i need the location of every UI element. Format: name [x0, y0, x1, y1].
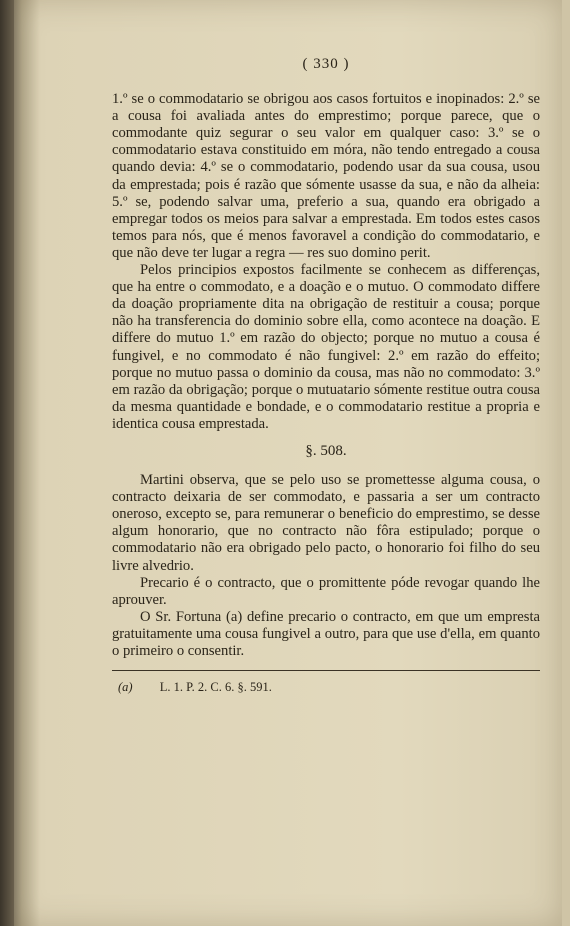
paragraph-1: 1.º se o commodatario se obrigou aos casos fortuitos e inopinados: 2.º se a cousa foi avaliada antes do emprestimo; porque parece, que o commodante quiz segurar o seu valor em qualquer caso: 3.º se o commodatario estava constituido em móra, não tendo entregado a cousa quando devia: 4.º se o commodatario, podendo usar da sua cousa, usou da emprestada; pois é razão que sómente usasse da sua, e não da alheia: 5.º se, podendo salvar uma, preferio a sua, quando era obrigado a empregar todos os meios para salvar a emprestada. Em todos estes casos temos para nós, que é menos favoravel a condição do commodatario, e que não deve ter lugar a regra — res suo domino perit.	[112, 91, 540, 261]
footnote	[112, 679, 540, 696]
section-heading: §. 508.	[305, 442, 347, 459]
book-page	[14, 0, 562, 926]
footnote-text: L. 1. P. 2. C. 6. §. 591.	[159, 680, 272, 695]
paragraph-3: Martini observa, que se pelo uso se promettesse alguma cousa, o contracto deixaria de ser commodato, e passaria a ser um contracto oneroso, excepto se, para remunerar o beneficio do emprestimo, se desse algum honorario, que no contracto não fôra estipulado; porque o commodatario não era obrigado pelo pacto, o honorario foi filho do seu livre alvedrio.	[112, 472, 540, 574]
text-block	[112, 56, 540, 696]
footnote-divider	[112, 670, 540, 671]
paragraph-2: Pelos principios expostos facilmente se conhecem as differenças, que ha entre o commodato, e a doação e o mutuo. O commodato differe da doação propriamente dita na obrigação de restituir a cousa; porque não ha transferencia do dominio sobre ella, como acontece na doação. E differe do mutuo 1.º em razão do objecto; porque no mutuo a cousa é fungivel, e no commodato é não fungivel: 2.º em razão do effeito; porque no mutuo passa o dominio da cousa, mas não no commodato: 3.º em razão da obrigação; porque o mutuatario sómente restitue outra cousa da mesma quantidade e bondade, e o commodatario restitue a propria e identica cousa emprestada.	[112, 262, 540, 432]
paragraph-5: O Sr. Fortuna (a) define precario o contracto, em que um empresta gratuitamente uma cousa fungivel a outro, para que use d'ella, em quanto o primeiro o consentir.	[112, 608, 540, 659]
book-spine	[0, 0, 14, 926]
page-number: ( 330 )	[302, 56, 350, 72]
footnote-mark: (a)	[118, 680, 133, 695]
paragraph-4: Precario é o contracto, que o promittente póde revogar quando lhe aprouver.	[112, 574, 540, 608]
